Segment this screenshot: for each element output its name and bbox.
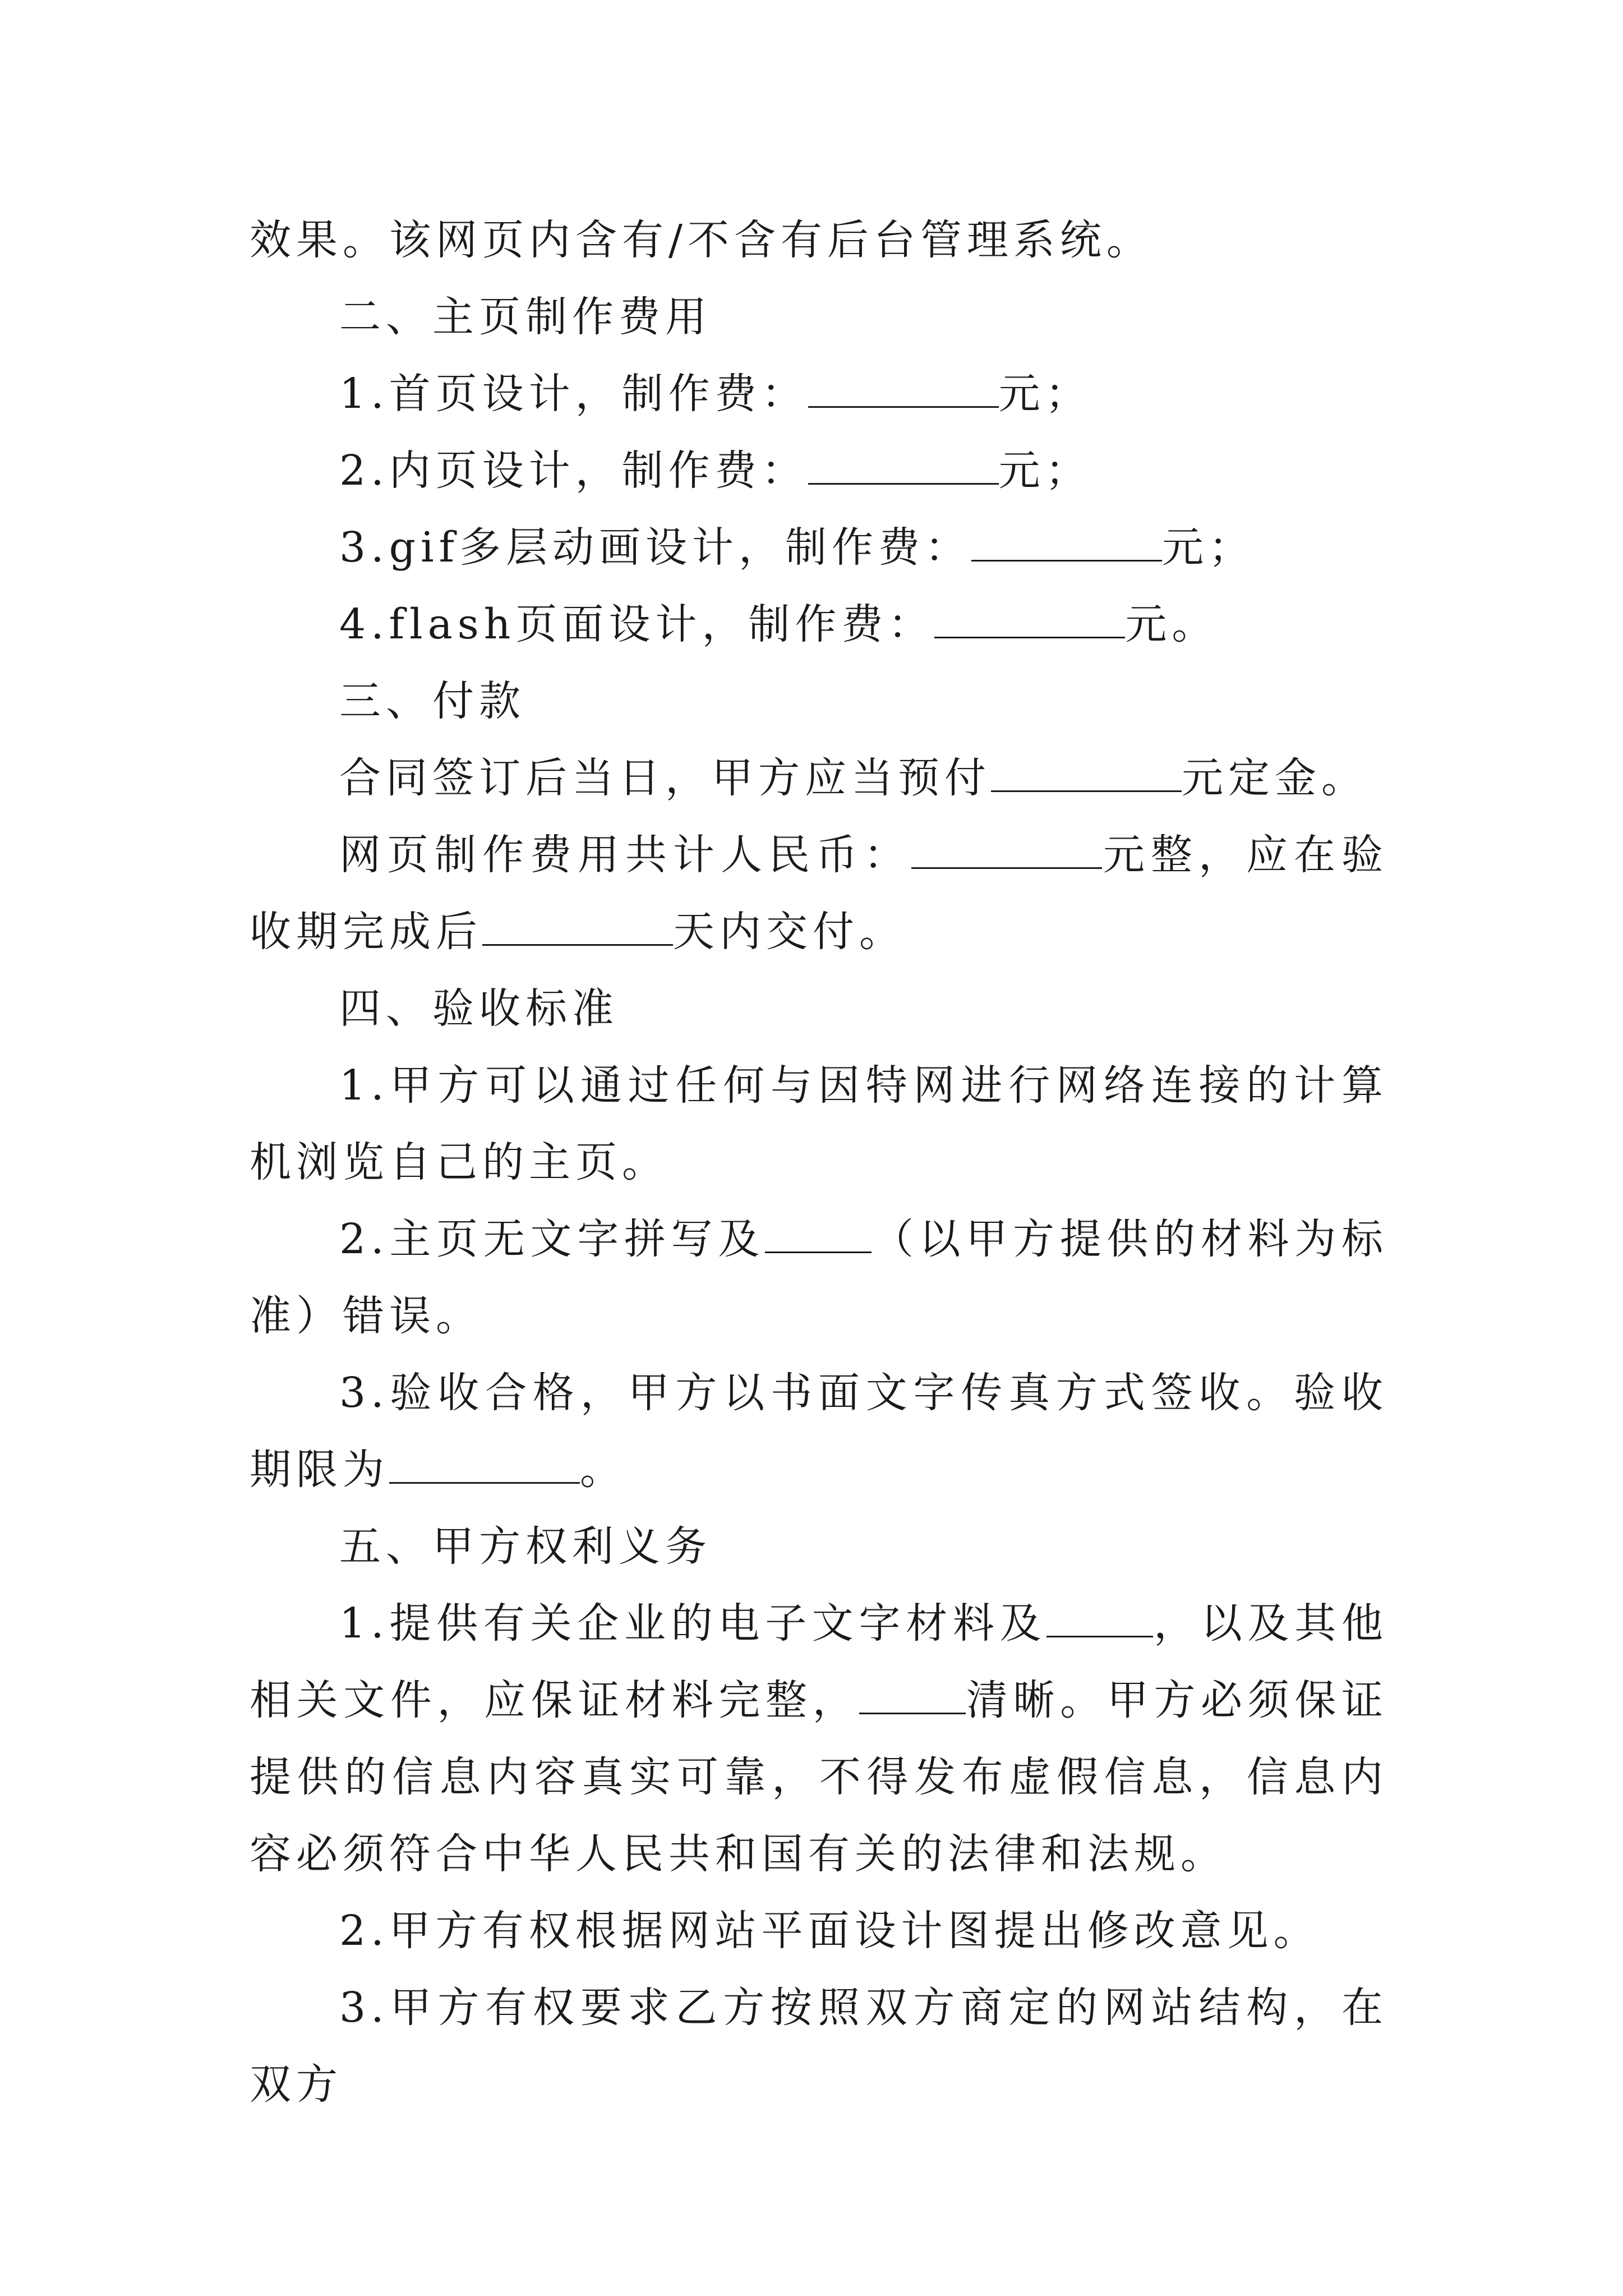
fill-in-blank <box>765 1218 872 1253</box>
paragraph-text: 3.gif多层动画设计，制作费： <box>339 523 972 572</box>
paragraph-p11 <box>250 1047 1388 1201</box>
fill-in-blank <box>934 603 1125 638</box>
fill-in-blank <box>1046 1602 1153 1637</box>
paragraph-text: 合同签订后当日，甲方应当预付 <box>339 754 991 802</box>
paragraph-text: 2.主页无文字拼写及 <box>339 1215 766 1263</box>
paragraph-p2 <box>250 279 1388 356</box>
paragraph-text: 五、甲方权利义务 <box>339 1522 712 1571</box>
paragraph-p12 <box>250 1201 1388 1355</box>
paragraph-p8 <box>250 740 1388 817</box>
paragraph-text: 元定金。 <box>1182 754 1368 802</box>
paragraph-p7 <box>250 663 1388 740</box>
paragraph-text: 天内交付。 <box>673 908 906 956</box>
paragraph-text: 3.验收合格，甲方以书面文字传真方式签收。验收期限为 <box>250 1369 1388 1494</box>
paragraph-text: 1.首页设计，制作费： <box>339 370 808 418</box>
paragraph-p17 <box>250 1970 1388 2123</box>
paragraph-text: 元； <box>1162 523 1256 572</box>
fill-in-blank <box>808 449 999 485</box>
paragraph-text: 清晰。甲方必须保证提供的信息内容真实可靠，不得发布虚假信息，信息内容必须符合中华人民共和国有关的法律和法规。 <box>250 1676 1389 1878</box>
paragraph-text: 元； <box>998 370 1092 418</box>
paragraph-text: 2.内页设计，制作费： <box>339 447 808 495</box>
paragraph-text: 。 <box>580 1446 626 1494</box>
fill-in-blank <box>971 526 1162 562</box>
fill-in-blank <box>911 834 1102 869</box>
paragraph-text: 三、付款 <box>339 677 525 725</box>
paragraph-text: 元整，应在验收期完成后 <box>250 831 1388 956</box>
paragraph-p10 <box>250 970 1388 1047</box>
paragraph-text: 4.flash页面设计，制作费： <box>339 600 935 648</box>
paragraph-text: ，以及其他相关文件，应保证材料完整， <box>250 1599 1389 1724</box>
paragraph-p16 <box>250 1893 1388 1970</box>
fill-in-blank <box>482 910 673 946</box>
document-body <box>250 202 1388 2123</box>
paragraph-text: 网页制作费用共计人民币： <box>339 831 911 879</box>
paragraph-text: （以甲方提供的材料为标准）错误。 <box>250 1215 1389 1340</box>
fill-in-blank <box>389 1448 580 1484</box>
fill-in-blank <box>991 757 1182 792</box>
paragraph-text: 1.提供有关企业的电子文字材料及 <box>339 1599 1047 1648</box>
paragraph-text: 四、验收标准 <box>339 984 619 1033</box>
paragraph-text: 效果。该网页内含有/不含有后台管理系统。 <box>250 216 1153 264</box>
paragraph-p1 <box>250 202 1388 279</box>
fill-in-blank <box>859 1679 966 1714</box>
paragraph-p3 <box>250 356 1388 432</box>
paragraph-p6 <box>250 586 1388 663</box>
paragraph-p5 <box>250 509 1388 586</box>
paragraph-text: 元。 <box>1125 600 1219 648</box>
paragraph-p13 <box>250 1355 1388 1508</box>
fill-in-blank <box>808 372 999 408</box>
paragraph-text: 二、主页制作费用 <box>339 293 712 341</box>
paragraph-text: 元； <box>998 447 1092 495</box>
paragraph-text: 1.甲方可以通过任何与因特网进行网络连接的计算机浏览自己的主页。 <box>250 1061 1388 1186</box>
paragraph-p4 <box>250 432 1388 509</box>
paragraph-text: 2.甲方有权根据网站平面设计图提出修改意见。 <box>339 1907 1320 1955</box>
paragraph-p9 <box>250 817 1388 970</box>
paragraph-p14 <box>250 1508 1388 1585</box>
paragraph-text: 3.甲方有权要求乙方按照双方商定的网站结构，在双方 <box>250 1984 1388 2109</box>
paragraph-p15 <box>250 1585 1388 1893</box>
